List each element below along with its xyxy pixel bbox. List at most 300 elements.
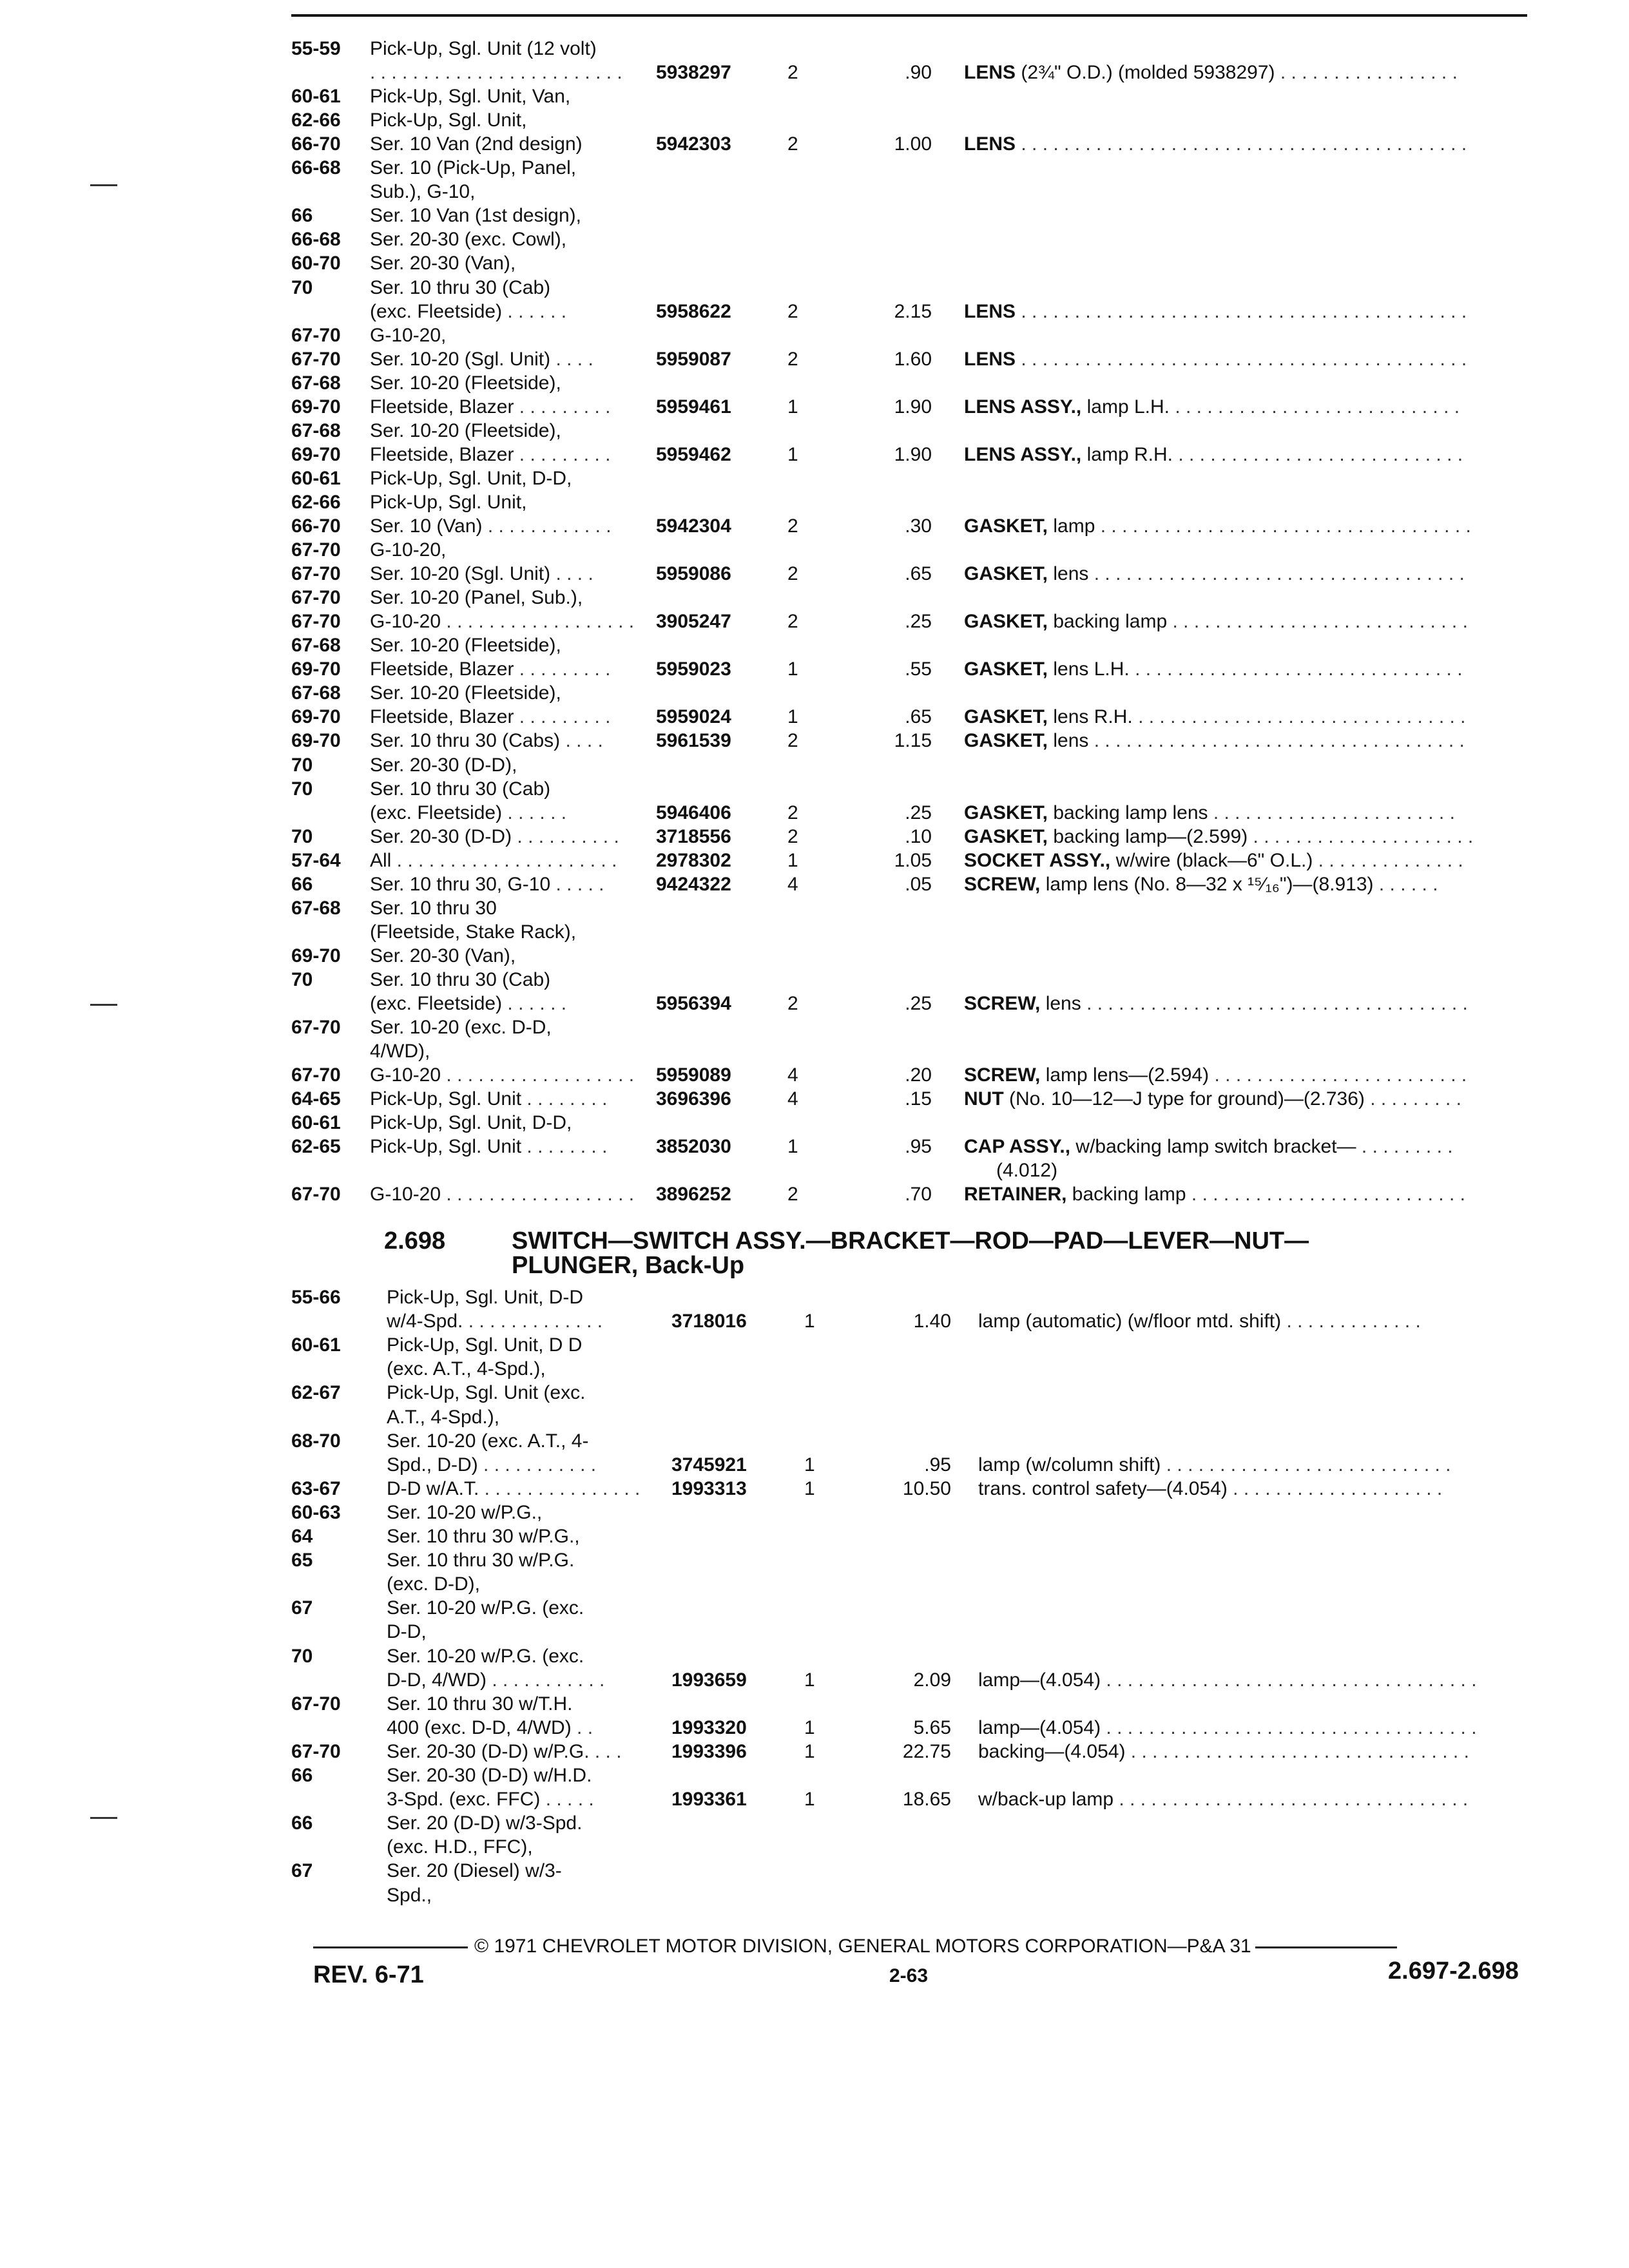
model-years: 67-68 [291, 897, 341, 919]
part-name-bold: NUT [964, 1088, 1004, 1110]
application-desc: Ser. 10-20 w/P.G. (exc. [387, 1597, 584, 1619]
model-years: 67-68 [291, 419, 341, 441]
list-price: .95 [905, 1136, 932, 1158]
section-title-line2: PLUNGER, Back-Up [512, 1252, 745, 1279]
part-number: 2978302 [656, 849, 731, 871]
model-years: 70 [291, 276, 313, 298]
list-price: 1.90 [894, 396, 932, 418]
part-name: SCREW, lens . . . . . . . . . . . . . . . . . . . . . . . . . . . . . . . . . . . . [964, 993, 1468, 1014]
part-note: backing lamp [1066, 1184, 1186, 1206]
part-number: 5946406 [656, 802, 731, 823]
part-number: 3745921 [671, 1454, 747, 1475]
part-note: (2¾" O.D.) (molded 5938297) [1016, 62, 1275, 84]
application-desc: Pick-Up, Sgl. Unit (exc. [387, 1382, 586, 1404]
application-desc: Ser. 20-30 (Van), [370, 253, 516, 274]
application-desc: Ser. 10-20 (Fleetside), [370, 635, 561, 657]
model-years: 60-61 [291, 1334, 341, 1356]
model-years: 64 [291, 1526, 313, 1547]
list-price: .65 [905, 706, 932, 728]
part-name-bold: GASKET, [964, 730, 1048, 752]
part-name-bold: GASKET, [964, 802, 1048, 823]
model-years: 70 [291, 825, 313, 847]
application-desc: Ser. 10 thru 30 [370, 897, 497, 919]
list-price: 2.15 [894, 300, 932, 322]
part-name-bold: CAP ASSY., [964, 1136, 1071, 1158]
quantity: 1 [804, 1477, 815, 1499]
list-price: .30 [905, 515, 932, 537]
part-number: 5959462 [656, 443, 731, 465]
part-name-bold: GASKET, [964, 563, 1048, 585]
part-number: 5956394 [656, 993, 731, 1014]
application-desc: Ser. 10 thru 30 (Cabs) . . . . [370, 730, 603, 752]
quantity: 2 [787, 133, 798, 155]
part-name-bold: LENS ASSY., [964, 443, 1082, 465]
part-name: LENS . . . . . . . . . . . . . . . . . . . . . . . . . . . . . . . . . . . . . . . . . . [964, 300, 1467, 322]
list-price: 1.15 [894, 730, 932, 752]
application-desc: Spd., D-D) . . . . . . . . . . . [387, 1454, 597, 1475]
part-name: lamp—(4.054) . . . . . . . . . . . . . . . . . . . . . . . . . . . . . . . . . . . [978, 1669, 1477, 1691]
model-years: 60-61 [291, 1112, 341, 1134]
part-note: lamp [1048, 515, 1095, 537]
part-name-bold: GASKET, [964, 658, 1048, 680]
part-name: LENS . . . . . . . . . . . . . . . . . . . . . . . . . . . . . . . . . . . . . . . . . . [964, 133, 1467, 155]
part-note: lens [1048, 730, 1089, 752]
application-desc: Ser. 10-20 (exc. A.T., 4- [387, 1430, 589, 1452]
part-name: RETAINER, backing lamp . . . . . . . . . . . . . . . . . . . . . . . . . . [964, 1184, 1465, 1206]
application-desc: . . . . . . . . . . . . . . . . . . . . . . . . [370, 62, 622, 84]
application-desc: Ser. 10 (Van) . . . . . . . . . . . . [370, 515, 612, 537]
model-years: 67 [291, 1860, 313, 1882]
part-name-bold: GASKET, [964, 515, 1048, 537]
list-price: 2.09 [913, 1669, 951, 1691]
application-desc: Pick-Up, Sgl. Unit, D-D, [370, 1112, 572, 1134]
model-years: 67-70 [291, 1740, 341, 1762]
model-years: 66 [291, 205, 313, 227]
part-name: LENS ASSY., lamp L.H. . . . . . . . . . . . . . . . . . . . . . . . . . . . [964, 396, 1460, 418]
model-years: 67-70 [291, 563, 341, 585]
copyright-line [313, 1936, 1544, 1957]
application-desc: Pick-Up, Sgl. Unit, D-D, [370, 467, 572, 489]
list-price: .05 [905, 873, 932, 895]
part-number: 3696396 [656, 1088, 731, 1110]
margin-mark [90, 1817, 117, 1819]
part-name: GASKET, lens . . . . . . . . . . . . . . . . . . . . . . . . . . . . . . . . . . . [964, 563, 1465, 585]
part-note: lamp—(4.054) [978, 1669, 1101, 1691]
quantity: 1 [787, 658, 798, 680]
part-note: lamp—(4.054) [978, 1716, 1101, 1738]
model-years: 67 [291, 1597, 313, 1619]
application-desc: Ser. 10 Van (1st design), [370, 205, 581, 227]
list-price: 1.05 [894, 849, 932, 871]
model-years: 69-70 [291, 706, 341, 728]
list-price: 1.60 [894, 348, 932, 370]
part-name: LENS (2¾" O.D.) (molded 5938297) . . . . . . . . . . . . . . . . . [964, 62, 1458, 84]
application-desc: Ser. 20-30 (D-D) w/H.D. [387, 1765, 592, 1786]
list-price: 1.40 [913, 1311, 951, 1332]
list-price: 1.90 [894, 443, 932, 465]
part-note: lamp L.H. [1081, 396, 1170, 418]
list-price: .10 [905, 825, 932, 847]
application-desc: Fleetside, Blazer . . . . . . . . . [370, 658, 611, 680]
model-years: 70 [291, 754, 313, 776]
part-number: 5958622 [656, 300, 731, 322]
list-price: .25 [905, 993, 932, 1014]
part-name: SOCKET ASSY., w/wire (black—6" O.L.) . . . . . . . . . . . . . . [964, 849, 1463, 871]
list-price: 5.65 [913, 1716, 951, 1738]
list-price: .25 [905, 611, 932, 633]
model-years: 67-68 [291, 372, 341, 394]
application-desc: Ser. 10-20 (Sgl. Unit) . . . . [370, 348, 593, 370]
quantity: 2 [787, 825, 798, 847]
part-name: LENS . . . . . . . . . . . . . . . . . . . . . . . . . . . . . . . . . . . . . . . . . . [964, 348, 1467, 370]
part-name: GASKET, lens R.H. . . . . . . . . . . . . . . . . . . . . . . . . . . . . . . . [964, 706, 1466, 728]
application-desc: (Fleetside, Stake Rack), [370, 921, 577, 943]
model-years: 57-64 [291, 849, 341, 871]
application-desc: D-D w/A.T. . . . . . . . . . . . . . . . [387, 1477, 641, 1499]
part-name-bold: LENS [964, 62, 1016, 84]
model-years: 60-61 [291, 86, 341, 108]
part-number: 1993313 [671, 1477, 747, 1499]
part-name: GASKET, lamp . . . . . . . . . . . . . . . . . . . . . . . . . . . . . . . . . . . [964, 515, 1471, 537]
application-desc: Pick-Up, Sgl. Unit, D-D [387, 1287, 584, 1308]
application-desc: Sub.), G-10, [370, 181, 476, 203]
quantity: 1 [804, 1454, 815, 1475]
quantity: 2 [787, 1184, 798, 1206]
application-desc: Ser. 20 (D-D) w/3-Spd. [387, 1812, 583, 1834]
application-desc: 4/WD), [370, 1041, 430, 1062]
model-years: 63-67 [291, 1477, 341, 1499]
part-number: 3896252 [656, 1184, 731, 1206]
quantity: 1 [787, 443, 798, 465]
model-years: 60-70 [291, 253, 341, 274]
application-desc: D-D, 4/WD) . . . . . . . . . . . [387, 1669, 605, 1691]
model-years: 55-66 [291, 1287, 341, 1308]
quantity: 1 [804, 1669, 815, 1691]
part-name: trans. control safety—(4.054) . . . . . . . . . . . . . . . . . . . . [978, 1477, 1443, 1499]
model-years: 66 [291, 873, 313, 895]
part-number: 9424322 [656, 873, 731, 895]
section-number: 2.698 [384, 1227, 446, 1254]
part-number: 1993396 [671, 1740, 747, 1762]
revision-label: REV. 6-71 [313, 1961, 424, 1988]
application-desc: Ser. 10-20 (exc. D-D, [370, 1017, 552, 1039]
margin-mark [90, 1004, 117, 1006]
model-years: 62-66 [291, 491, 341, 513]
list-price: 18.65 [902, 1789, 951, 1811]
application-desc: All . . . . . . . . . . . . . . . . . . . . . [370, 849, 617, 871]
part-name-bold: GASKET, [964, 706, 1048, 728]
part-number: 5959461 [656, 396, 731, 418]
application-desc: (exc. H.D., FFC), [387, 1836, 533, 1858]
model-years: 64-65 [291, 1088, 341, 1110]
part-note: lens L.H. [1048, 658, 1130, 680]
application-desc: Ser. 10 thru 30 (Cab) [370, 276, 551, 298]
part-note: lamp (automatic) (w/floor mtd. shift) [978, 1311, 1282, 1332]
quantity: 2 [787, 563, 798, 585]
model-years: 67-70 [291, 1064, 341, 1086]
part-name: backing—(4.054) . . . . . . . . . . . . . . . . . . . . . . . . . . . . . . . . [978, 1740, 1469, 1762]
application-desc: Ser. 10 (Pick-Up, Panel, [370, 157, 577, 179]
part-number: 5942304 [656, 515, 731, 537]
application-desc: Fleetside, Blazer . . . . . . . . . [370, 443, 611, 465]
model-years: 67-70 [291, 1184, 341, 1206]
application-desc: Fleetside, Blazer . . . . . . . . . [370, 396, 611, 418]
model-years: 69-70 [291, 443, 341, 465]
model-years: 67-70 [291, 611, 341, 633]
model-years: 69-70 [291, 396, 341, 418]
part-name-bold: SOCKET ASSY., [964, 849, 1111, 871]
part-name: lamp (w/column shift) . . . . . . . . . . . . . . . . . . . . . . . . . . . [978, 1454, 1451, 1475]
part-note-continued: (4.012) [996, 1160, 1058, 1182]
part-note: backing lamp—(2.599) [1048, 825, 1248, 847]
part-note: lamp lens (No. 8—32 x ¹⁵⁄₁₆")—(8.913) [1040, 873, 1374, 895]
list-price: .90 [905, 62, 932, 84]
quantity: 4 [787, 1088, 798, 1110]
quantity: 1 [804, 1789, 815, 1811]
part-name-bold: LENS [964, 133, 1016, 155]
part-note: lens [1048, 563, 1089, 585]
application-desc: Ser. 10-20 (Fleetside), [370, 419, 561, 441]
model-years: 65 [291, 1550, 313, 1571]
part-note: lamp lens—(2.594) [1040, 1064, 1210, 1086]
application-desc: Ser. 10 thru 30 w/P.G., [387, 1526, 580, 1547]
list-price: .20 [905, 1064, 932, 1086]
part-name-bold: RETAINER, [964, 1184, 1067, 1206]
application-desc: G-10-20 . . . . . . . . . . . . . . . . . . [370, 611, 635, 633]
application-desc: G-10-20 . . . . . . . . . . . . . . . . . . [370, 1064, 635, 1086]
model-years: 67-70 [291, 324, 341, 346]
model-years: 67-68 [291, 682, 341, 704]
application-desc: Pick-Up, Sgl. Unit, D D [387, 1334, 583, 1356]
application-desc: Pick-Up, Sgl. Unit, [370, 491, 527, 513]
part-note: trans. control safety—(4.054) [978, 1477, 1228, 1499]
model-years: 55-59 [291, 38, 341, 59]
application-desc: 400 (exc. D-D, 4/WD) . . [387, 1716, 593, 1738]
application-desc: Ser. 10 Van (2nd design) [370, 133, 583, 155]
model-years: 68-70 [291, 1430, 341, 1452]
part-name: SCREW, lamp lens—(2.594) . . . . . . . . . . . . . . . . . . . . . . . . [964, 1064, 1467, 1086]
part-number: 1993361 [671, 1789, 747, 1811]
part-number: 5959086 [656, 563, 731, 585]
application-desc: (exc. A.T., 4-Spd.), [387, 1358, 546, 1380]
application-desc: Pick-Up, Sgl. Unit, [370, 110, 527, 131]
part-note: backing lamp [1048, 611, 1168, 633]
part-name: SCREW, lamp lens (No. 8—32 x ¹⁵⁄₁₆")—(8.913) . . . . . . [964, 873, 1438, 895]
application-desc: Ser. 10-20 w/P.G. (exc. [387, 1645, 584, 1667]
model-years: 70 [291, 968, 313, 990]
quantity: 2 [787, 730, 798, 752]
application-desc: w/4-Spd. . . . . . . . . . . . . . [387, 1311, 603, 1332]
application-desc: Fleetside, Blazer . . . . . . . . . [370, 706, 611, 728]
list-price: .70 [905, 1184, 932, 1206]
model-years: 62-66 [291, 110, 341, 131]
quantity: 2 [787, 611, 798, 633]
part-name: NUT (No. 10—12—J type for ground)—(2.736) . . . . . . . . . [964, 1088, 1461, 1110]
part-note: lamp R.H. [1081, 443, 1173, 465]
model-years: 66 [291, 1765, 313, 1786]
part-number: 5959089 [656, 1064, 731, 1086]
part-number: 5938297 [656, 62, 731, 84]
part-note: w/backing lamp switch bracket— [1070, 1136, 1356, 1158]
copyright-text: © 1971 CHEVROLET MOTOR DIVISION, GENERAL MOTORS CORPORATION—P&A 31 [474, 1936, 1251, 1957]
model-years: 70 [291, 1645, 313, 1667]
part-note: backing lamp lens [1048, 802, 1208, 823]
part-name: GASKET, lens . . . . . . . . . . . . . . . . . . . . . . . . . . . . . . . . . . . [964, 730, 1465, 752]
part-number: 5959024 [656, 706, 731, 728]
list-price: 22.75 [902, 1740, 951, 1762]
model-years: 66-70 [291, 133, 341, 155]
quantity: 2 [787, 515, 798, 537]
model-years: 69-70 [291, 730, 341, 752]
application-desc: Spd., [387, 1884, 432, 1906]
part-number: 5942303 [656, 133, 731, 155]
quantity: 1 [804, 1311, 815, 1332]
application-desc: Ser. 10 thru 30, G-10 . . . . . [370, 873, 604, 895]
application-desc: D-D, [387, 1621, 427, 1643]
application-desc: G-10-20, [370, 539, 447, 561]
application-desc: G-10-20, [370, 324, 447, 346]
model-years: 66-70 [291, 515, 341, 537]
application-desc: Ser. 10 thru 30 (Cab) [370, 968, 551, 990]
section-range: 2.697-2.698 [1388, 1957, 1519, 1984]
part-note: lamp (w/column shift) [978, 1454, 1161, 1475]
model-years: 62-65 [291, 1136, 341, 1158]
model-years: 70 [291, 778, 313, 800]
part-name: GASKET, lens L.H. . . . . . . . . . . . . . . . . . . . . . . . . . . . . . . . [964, 658, 1463, 680]
list-price: .25 [905, 802, 932, 823]
part-name: lamp (automatic) (w/floor mtd. shift) . . . . . . . . . . . . . [978, 1311, 1421, 1332]
application-desc: Ser. 20-30 (D-D), [370, 754, 517, 776]
part-name: GASKET, backing lamp . . . . . . . . . . . . . . . . . . . . . . . . . . . . [964, 611, 1468, 633]
model-years: 60-61 [291, 467, 341, 489]
part-note: lens [1040, 993, 1081, 1014]
quantity: 2 [787, 802, 798, 823]
part-name: GASKET, backing lamp lens . . . . . . . . . . . . . . . . . . . . . . . [964, 802, 1455, 823]
part-name-bold: LENS ASSY., [964, 396, 1082, 418]
application-desc: Ser. 10-20 w/P.G., [387, 1501, 543, 1523]
part-number: 3852030 [656, 1136, 731, 1158]
part-name: w/back-up lamp . . . . . . . . . . . . . . . . . . . . . . . . . . . . . . . . . [978, 1789, 1469, 1811]
part-number: 3905247 [656, 611, 731, 633]
page-number: 2-63 [889, 1965, 929, 1986]
application-desc: Ser. 20-30 (exc. Cowl), [370, 229, 567, 251]
model-years: 67-70 [291, 348, 341, 370]
part-number: 5961539 [656, 730, 731, 752]
application-desc: Ser. 20-30 (Van), [370, 945, 516, 966]
part-note: lens R.H. [1048, 706, 1133, 728]
application-desc: G-10-20 . . . . . . . . . . . . . . . . . . [370, 1184, 635, 1206]
part-name: CAP ASSY., w/backing lamp switch bracket— . . . . . . . . . [964, 1136, 1453, 1158]
application-desc: Ser. 10 thru 30 (Cab) [370, 778, 551, 800]
part-number: 1993320 [671, 1716, 747, 1738]
quantity: 2 [787, 62, 798, 84]
part-number: 5959023 [656, 658, 731, 680]
part-name-bold: SCREW, [964, 873, 1041, 895]
application-desc: A.T., 4-Spd.), [387, 1406, 500, 1428]
quantity: 1 [787, 706, 798, 728]
model-years: 67-70 [291, 539, 341, 561]
part-name: lamp—(4.054) . . . . . . . . . . . . . . . . . . . . . . . . . . . . . . . . . . . [978, 1716, 1477, 1738]
part-name-bold: LENS [964, 348, 1016, 370]
top-rule [291, 14, 1527, 17]
quantity: 4 [787, 1064, 798, 1086]
application-desc: Ser. 10 thru 30 w/T.H. [387, 1693, 573, 1715]
application-desc: (exc. Fleetside) . . . . . . [370, 993, 567, 1014]
list-price: 1.00 [894, 133, 932, 155]
part-note: backing—(4.054) [978, 1740, 1126, 1762]
list-price: 10.50 [902, 1477, 951, 1499]
part-name-bold: SCREW, [964, 1064, 1041, 1086]
quantity: 1 [787, 1136, 798, 1158]
application-desc: Ser. 10-20 (Fleetside), [370, 372, 561, 394]
quantity: 4 [787, 873, 798, 895]
part-number: 1993659 [671, 1669, 747, 1691]
model-years: 69-70 [291, 945, 341, 966]
application-desc: Pick-Up, Sgl. Unit, Van, [370, 86, 571, 108]
model-years: 66 [291, 1812, 313, 1834]
quantity: 1 [787, 396, 798, 418]
part-note: w/back-up lamp [978, 1789, 1114, 1811]
part-name-bold: GASKET, [964, 611, 1048, 633]
part-note: w/wire (black—6" O.L.) [1110, 849, 1313, 871]
model-years: 60-63 [291, 1501, 341, 1523]
application-desc: Ser. 20-30 (D-D) w/P.G. . . . [387, 1740, 622, 1762]
application-desc: Pick-Up, Sgl. Unit . . . . . . . . [370, 1136, 608, 1158]
application-desc: 3-Spd. (exc. FFC) . . . . . [387, 1789, 594, 1811]
part-name-bold: SCREW, [964, 993, 1041, 1014]
part-name: GASKET, backing lamp—(2.599) . . . . . . . . . . . . . . . . . . . . . [964, 825, 1474, 847]
application-desc: (exc. Fleetside) . . . . . . [370, 802, 567, 823]
model-years: 67-68 [291, 635, 341, 657]
application-desc: Ser. 10-20 (Panel, Sub.), [370, 587, 583, 609]
application-desc: Pick-Up, Sgl. Unit . . . . . . . . [370, 1088, 608, 1110]
part-number: 3718016 [671, 1311, 747, 1332]
application-desc: Ser. 10-20 (Sgl. Unit) . . . . [370, 563, 593, 585]
list-price: .15 [905, 1088, 932, 1110]
quantity: 2 [787, 300, 798, 322]
quantity: 1 [804, 1740, 815, 1762]
application-desc: (exc. D-D), [387, 1573, 480, 1595]
part-number: 5959087 [656, 348, 731, 370]
part-name-bold: GASKET, [964, 825, 1048, 847]
section-title-line1: SWITCH—SWITCH ASSY.—BRACKET—ROD—PAD—LEVER—NUT— [512, 1227, 1309, 1254]
list-price: .65 [905, 563, 932, 585]
quantity: 1 [787, 849, 798, 871]
model-years: 66-68 [291, 229, 341, 251]
margin-mark [90, 184, 117, 186]
model-years: 67-70 [291, 587, 341, 609]
application-desc: Ser. 20 (Diesel) w/3- [387, 1860, 562, 1882]
part-note: (No. 10—12—J type for ground)—(2.736) [1003, 1088, 1365, 1110]
application-desc: Pick-Up, Sgl. Unit (12 volt) [370, 38, 597, 59]
model-years: 67-70 [291, 1017, 341, 1039]
quantity: 1 [804, 1716, 815, 1738]
quantity: 2 [787, 348, 798, 370]
model-years: 69-70 [291, 658, 341, 680]
part-name: LENS ASSY., lamp R.H. . . . . . . . . . . . . . . . . . . . . . . . . . . . [964, 443, 1463, 465]
quantity: 2 [787, 993, 798, 1014]
model-years: 67-70 [291, 1693, 341, 1715]
model-years: 62-67 [291, 1382, 341, 1404]
part-number: 3718556 [656, 825, 731, 847]
list-price: .95 [924, 1454, 951, 1475]
application-desc: Ser. 10-20 (Fleetside), [370, 682, 561, 704]
list-price: .55 [905, 658, 932, 680]
application-desc: (exc. Fleetside) . . . . . . [370, 300, 567, 322]
application-desc: Ser. 10 thru 30 w/P.G. [387, 1550, 575, 1571]
application-desc: Ser. 20-30 (D-D) . . . . . . . . . . [370, 825, 619, 847]
part-name-bold: LENS [964, 300, 1016, 322]
